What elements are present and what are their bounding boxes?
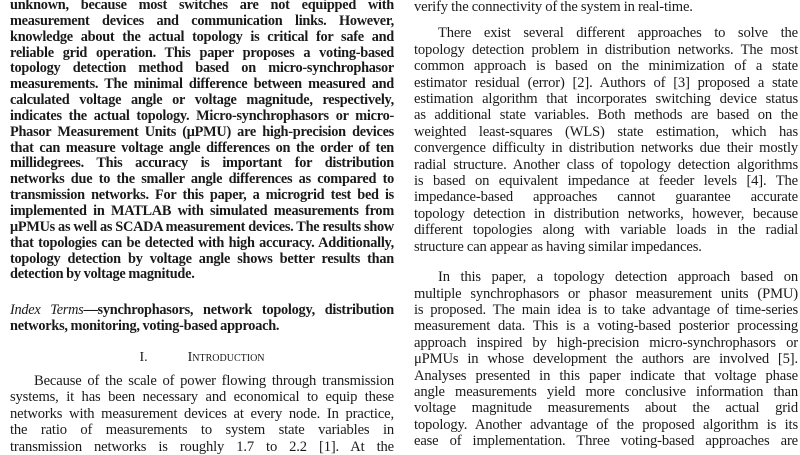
text-line: ease of implementation. Three voting-based approaches are xyxy=(414,433,798,450)
text-line: impedance-based approaches cannot guarantee accurate xyxy=(414,189,798,206)
text-line: that topologies can be detected with high accuracy. Additionally, xyxy=(10,234,394,251)
paragraph xyxy=(414,25,798,255)
paragraph xyxy=(414,269,798,449)
text-line: In this paper, a topology detection approach based on xyxy=(438,269,798,286)
text-line: indicates the actual topology. Micro-synchrophasors or micro- xyxy=(10,107,394,124)
text-line: topology detection by voltage angle shows better results than xyxy=(10,250,394,267)
text-line: networks with measurement devices at every node. In practice, xyxy=(10,405,394,422)
text-line: Because of the scale of power flowing through transmission xyxy=(34,372,394,389)
text-line: There exist several different approaches to solve the xyxy=(438,25,798,42)
text-line: that can measure voltage angle differences on the order of ten xyxy=(10,139,394,156)
text-line: μPMUs in whose development the authors are involved [5]. xyxy=(414,351,798,368)
right-column xyxy=(414,0,798,450)
text-line: radial structure. Another class of topology detection algorithms xyxy=(414,156,798,173)
text-line: topology. Another advantage of the proposed algorithm is its xyxy=(414,416,798,433)
text-line: angle measurements yield more conclusive information than xyxy=(414,383,798,400)
text-line: reliable grid operation. This paper proposes a voting-based xyxy=(10,44,394,61)
text-line: approach inspired by high-precision micro-synchrophasors or xyxy=(414,334,798,351)
text-line: topology detection in distribution networks, however, because xyxy=(414,205,798,222)
text-line: Analyses presented in this paper indicate that voltage phase xyxy=(414,367,798,384)
text-line: transmission networks. For this paper, a microgrid test bed is xyxy=(10,187,394,204)
text-line: topology detection method based on micro-synchrophasor xyxy=(10,60,394,77)
text-line: verify the connectivity of the system in real-time. xyxy=(414,0,693,15)
text-line: calculated voltage angle or voltage magnitude, respectively, xyxy=(10,92,394,109)
introduction-body xyxy=(10,373,394,455)
text-line: estimation algorithm that incorporates switching device status xyxy=(414,91,798,108)
text-line: weighted least-squares (WLS) state estimation, which has xyxy=(414,123,798,140)
text-line: voltage magnitude measurements about the actual grid xyxy=(414,400,798,417)
index-terms xyxy=(10,303,394,335)
text-line: Phasor Measurement Units (μPMU) are high-precision devices xyxy=(10,123,394,140)
text-line: knowledge about the actual topology is critical for safe and xyxy=(10,28,394,45)
text-line: is proposed. The main idea is to take advantage of time-series xyxy=(414,301,798,318)
text-line: μPMUs as well as SCADA measurement devices. The results show xyxy=(10,218,394,235)
text-line: the ratio of measurements to system state variables in xyxy=(10,422,394,439)
text-line: multiple synchrophasors or phasor measurement units (PMU) xyxy=(414,285,798,302)
text-line: networks due to the smaller angle differences as compared to xyxy=(10,171,394,188)
text-line: different topologies along with variable loads in the radial xyxy=(414,222,798,239)
paragraph xyxy=(414,0,798,15)
text-line: unknown, because most switches are not equipped with xyxy=(10,0,394,13)
text-line: millidegrees. This accuracy is important for distribution xyxy=(10,155,394,172)
text-line: common approach is based on the minimization of a state xyxy=(414,58,798,75)
text-line: structure can appear as having similar impedances. xyxy=(414,238,702,255)
text-line: topology detection problem in distribution networks. The most xyxy=(414,41,798,58)
text-line: transmission networks is roughly 1.7 to 2.2 [1]. At the xyxy=(10,438,394,455)
index-terms-label: Index Terms xyxy=(10,302,84,319)
abstract xyxy=(10,0,394,283)
text-line: as additional state variables. Both methods are based on the xyxy=(414,107,798,124)
section-title: Introduction xyxy=(187,349,265,365)
text-line: estimator residual (error) [2]. Authors of [3] proposed a state xyxy=(414,74,798,91)
index-terms-line: networks, monitoring, voting-based approach. xyxy=(10,318,280,335)
text-line: systems, it has been necessary and economical to equip these xyxy=(10,389,394,406)
section-heading xyxy=(10,350,394,366)
index-terms-line xyxy=(10,303,394,319)
text-line: measurement devices and communication links. However, xyxy=(10,12,394,29)
left-column xyxy=(10,0,394,455)
text-line: is based on equivalent impedance at feeder levels [4]. The xyxy=(414,173,798,190)
text-line: implemented in MATLAB with simulated measurements from xyxy=(10,202,394,219)
text-line: detection by voltage magnitude. xyxy=(10,266,195,283)
section-number: I. xyxy=(139,349,148,365)
index-terms-text: —synchrophasors, network topology, distribution xyxy=(83,302,394,319)
text-line: convergence difficulty in distribution networks due their mostly xyxy=(414,140,798,157)
text-line: measurement data. This is a voting-based posterior processing xyxy=(414,318,798,335)
text-line: measurements. The minimal difference between measured and xyxy=(10,76,394,93)
